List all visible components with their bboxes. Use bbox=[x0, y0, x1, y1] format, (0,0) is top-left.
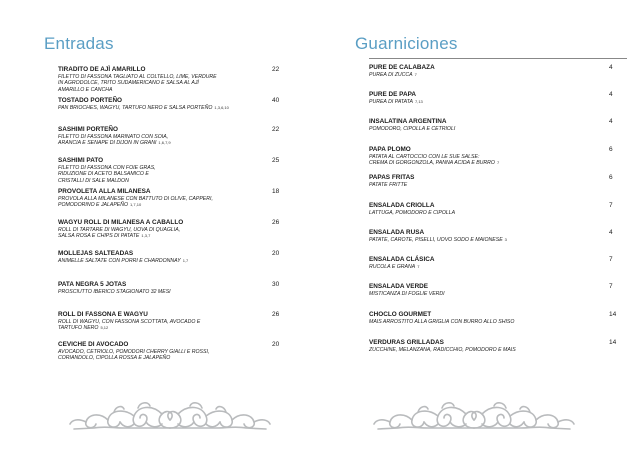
description-text: POMODORO, CIPOLLA E CETRIOLI bbox=[369, 126, 456, 132]
menu-item-price: 22 bbox=[272, 126, 280, 133]
menu-item-name: VERDURAS GRILLADAS bbox=[369, 339, 444, 346]
ornament-stroke bbox=[424, 422, 438, 427]
description-text: FILETTO DI FASSONA TAGLIATO AL COLTELLO, LIME, VERDURE bbox=[58, 74, 217, 80]
description-line bbox=[369, 264, 627, 270]
menu-item bbox=[58, 188, 298, 209]
menu-item bbox=[369, 91, 627, 105]
description-text: PATATE, CAROTE, PISELLI, UOVO SODO E MAIONESE bbox=[369, 237, 503, 243]
menu-item bbox=[58, 341, 298, 362]
menu-item bbox=[58, 97, 298, 111]
allergen-codes: 1,6,7,9 bbox=[158, 140, 171, 146]
menu-item-price: 14 bbox=[609, 311, 617, 318]
ornament-stroke bbox=[510, 411, 536, 427]
description-line bbox=[58, 105, 298, 111]
description-line bbox=[369, 237, 627, 243]
menu-item-name: CHOCLO GOURMET bbox=[369, 311, 432, 318]
menu-item-price: 18 bbox=[272, 188, 280, 195]
menu-item bbox=[369, 202, 627, 216]
allergen-codes: 7 bbox=[414, 72, 417, 77]
menu-item-name: TIRADITO DE AJÌ AMARILLO bbox=[58, 66, 146, 73]
ornament-stroke bbox=[120, 422, 134, 427]
menu-item-name: SASHIMI PATO bbox=[58, 157, 104, 164]
menu-item-name: PAPA PLOMO bbox=[369, 146, 411, 153]
description-text: AVOCADO, CETRIOLO, POMODORI CHERRY GIALLI E ROSSI, bbox=[58, 349, 210, 355]
ornament-stroke bbox=[510, 422, 524, 427]
ornament-stroke bbox=[374, 420, 390, 424]
description-line bbox=[369, 72, 627, 78]
menu-item-price: 6 bbox=[609, 174, 613, 181]
description-text: PATATA AL CARTOCCIO CON LE SUE SALSE: bbox=[369, 154, 480, 160]
menu-item bbox=[369, 174, 627, 188]
description-text: ZUCCHINE, MELANZANA, RADICCHIO, POMODORO E MAIS bbox=[369, 347, 516, 353]
menu-item-description bbox=[369, 237, 627, 243]
description-text: POMODORINO E JALAPEÑO bbox=[58, 202, 129, 209]
description-line bbox=[58, 289, 298, 295]
menu-item bbox=[58, 311, 298, 332]
allergen-codes: 5,12 bbox=[100, 325, 109, 331]
entradas-title: Entradas bbox=[44, 34, 114, 53]
menu-item bbox=[58, 281, 298, 295]
description-text: PAN BRIOCHES, WAGYU, TARTUFO NERO E SALSA PORTEÑO bbox=[58, 105, 213, 111]
description-line bbox=[369, 182, 627, 188]
ornament-stroke bbox=[412, 411, 438, 427]
allergen-codes: 1,7,10 bbox=[130, 202, 142, 208]
ornament-flourish-right bbox=[368, 398, 580, 434]
ornament-flourish-left bbox=[64, 398, 276, 434]
menu-item-price: 4 bbox=[609, 229, 613, 236]
description-text: IN AGRODOLCE, TRITO SUDAMERICANO E SALSA AL AJÌ bbox=[58, 80, 199, 87]
description-line bbox=[369, 210, 627, 216]
description-text: MISTICANZA DI FOGLIE VERDI bbox=[369, 291, 445, 297]
allergen-codes: 7,13 bbox=[415, 99, 423, 104]
description-text: AMARILLO E CANCHA bbox=[58, 86, 113, 93]
menu-item-description bbox=[58, 105, 298, 111]
allergen-codes: 1,3,7 bbox=[141, 233, 151, 239]
menu-item-description bbox=[369, 99, 627, 105]
description-text: TARTUFO NERO bbox=[58, 325, 99, 332]
menu-item-name: ROLL DI FASSONA E WAGYU bbox=[58, 311, 148, 318]
menu-item-description bbox=[369, 126, 627, 132]
menu-item-description bbox=[58, 134, 298, 147]
menu-item bbox=[58, 250, 298, 264]
menu-item-price: 7 bbox=[609, 283, 613, 290]
description-text: ROLL DI TARTARE DI WAGYU, UOVA DI QUAGLIA, bbox=[58, 227, 181, 233]
menu-item bbox=[369, 146, 627, 167]
section-divider bbox=[369, 58, 627, 59]
menu-item bbox=[58, 66, 298, 93]
menu-item-price: 4 bbox=[609, 118, 613, 125]
menu-item-name: CEVICHE DI AVOCADO bbox=[58, 341, 129, 348]
menu-item-price: 20 bbox=[272, 341, 280, 348]
menu-item-name: ENSALADA RUSA bbox=[369, 229, 425, 236]
menu-item-name: PURE DE CALABAZA bbox=[369, 64, 435, 71]
menu-item-description bbox=[58, 196, 298, 209]
description-text: FILETTO DI FASSONA CON FOIE GRAS, bbox=[58, 165, 156, 171]
menu-item-description bbox=[369, 347, 627, 353]
description-text: SALSA ROSA E CHIPS DI PATATE bbox=[58, 233, 140, 240]
menu-item bbox=[58, 126, 298, 147]
description-line bbox=[369, 319, 627, 325]
description-line bbox=[58, 140, 298, 146]
allergen-codes: 7 bbox=[496, 160, 500, 166]
description-text: LATTUGA, POMODORO E CIPOLLA bbox=[369, 210, 456, 216]
menu-item-description bbox=[369, 72, 627, 78]
ornament-stroke bbox=[254, 420, 270, 424]
menu-item bbox=[369, 229, 627, 243]
menu-item-price: 40 bbox=[272, 97, 280, 104]
menu-item bbox=[58, 157, 298, 184]
menu-item-description bbox=[58, 349, 298, 362]
description-line bbox=[58, 325, 298, 331]
ornament-stroke bbox=[206, 411, 232, 427]
menu-item-price: 7 bbox=[609, 256, 613, 263]
description-line bbox=[369, 347, 627, 353]
menu-item-price: 22 bbox=[272, 66, 280, 73]
description-line bbox=[369, 160, 627, 166]
menu-item-price: 4 bbox=[609, 64, 613, 71]
description-text: ANIMELLE SALTATE CON PORRI E CHARDONNAY bbox=[58, 258, 181, 264]
description-text: FILETTO DI FASSONA MARINATO CON SOIA, bbox=[58, 134, 169, 140]
menu-item-description bbox=[58, 165, 298, 184]
menu-item-description bbox=[58, 258, 298, 264]
description-text: RIDUZIONE DI ACETO BALSAMICO E bbox=[58, 171, 149, 178]
menu-item-price: 4 bbox=[609, 91, 613, 98]
menu-item-name: INSALATINA ARGENTINA bbox=[369, 118, 447, 125]
description-text: CREMA DI GORGONZOLA, PANNA ACIDA E BURRO bbox=[369, 160, 495, 167]
menu-item bbox=[369, 256, 627, 270]
description-text: ROLL DI WAGYU, CON FASSONA SCOTTATA, AVOCADO E bbox=[58, 319, 201, 325]
menu-item-name: ENSALADA CRIOLLA bbox=[369, 202, 435, 209]
menu-item-price: 26 bbox=[272, 219, 280, 226]
menu-item bbox=[58, 219, 298, 240]
ornament-stroke bbox=[390, 415, 412, 428]
ornament-stroke bbox=[108, 411, 134, 427]
menu-item-price: 14 bbox=[609, 339, 617, 346]
menu-item-name: ENSALADA VERDE bbox=[369, 283, 429, 290]
guarniciones-title: Guarniciones bbox=[355, 34, 458, 53]
menu-item-name: WAGYU ROLL DI MILANESA A CABALLO bbox=[58, 219, 184, 226]
menu-item-description bbox=[369, 210, 627, 216]
description-text: RUCOLA E GRANA bbox=[369, 264, 416, 270]
menu-item-name: MOLLEJAS SALTEADAS bbox=[58, 250, 134, 257]
menu-item-description bbox=[369, 154, 627, 167]
menu-item-price: 30 bbox=[272, 281, 280, 288]
menu-item bbox=[369, 64, 627, 78]
description-text: PUREA DI PATATA bbox=[369, 99, 413, 105]
menu-item-description bbox=[369, 182, 627, 188]
ornament-stroke bbox=[232, 415, 254, 428]
allergen-codes: 1,3,6,10 bbox=[214, 105, 229, 110]
menu-item-description bbox=[58, 227, 298, 240]
menu-item-price: 25 bbox=[272, 157, 280, 164]
menu-item-price: 6 bbox=[609, 146, 613, 153]
description-line bbox=[58, 87, 298, 93]
description-text: ARANCIA E SENAPE DI DIJON IN GRANI bbox=[58, 140, 157, 147]
description-text: PROVOLA ALLA MILANESE CON BATTUTO DI OLIVE, CAPPERI, bbox=[58, 196, 213, 202]
menu-item-price: 20 bbox=[272, 250, 280, 257]
menu-item bbox=[369, 339, 627, 353]
description-line bbox=[58, 202, 298, 208]
menu-item-name: PATA NEGRA 5 JOTAS bbox=[58, 281, 127, 288]
description-line bbox=[58, 355, 298, 361]
menu-item-name: PROVOLETA ALLA MILANESA bbox=[58, 188, 151, 195]
menu-item-name: ENSALADA CLÁSICA bbox=[369, 256, 435, 263]
menu-item-name: SASHIMI PORTEÑO bbox=[58, 126, 119, 133]
menu-item-price: 7 bbox=[609, 202, 613, 209]
description-line bbox=[58, 233, 298, 239]
allergen-codes: 1,7 bbox=[182, 258, 189, 263]
description-line bbox=[58, 258, 298, 264]
description-text: CRISTALLI DI SALE MALDON bbox=[58, 177, 129, 184]
ornament-stroke bbox=[86, 415, 108, 428]
menu-item-description bbox=[369, 291, 627, 297]
menu-item-description bbox=[58, 74, 298, 93]
description-line bbox=[369, 291, 627, 297]
menu-item-name: PURE DE PAPA bbox=[369, 91, 416, 98]
description-text: PROSCIUTTO IBERICO STAGIONATO 32 MESI bbox=[58, 289, 171, 295]
description-text: MAIS ARROSTITO ALLA GRIGLIA CON BURRO ALLO SHISO bbox=[369, 319, 515, 325]
ornament-stroke bbox=[206, 422, 220, 427]
menu-item bbox=[369, 118, 627, 132]
description-line bbox=[369, 126, 627, 132]
menu-item-name: TOSTADO PORTEÑO bbox=[58, 97, 123, 104]
menu-item-name: PAPAS FRITAS bbox=[369, 174, 415, 181]
menu-item-description bbox=[58, 289, 298, 295]
menu-item-price: 26 bbox=[272, 311, 280, 318]
description-text: PATATE FRITTE bbox=[369, 182, 408, 188]
ornament-stroke bbox=[536, 415, 558, 428]
menu-item-description bbox=[58, 319, 298, 332]
menu-item-description bbox=[369, 264, 627, 270]
menu-item-description bbox=[369, 319, 627, 325]
description-line bbox=[58, 178, 298, 184]
allergen-codes: 3 bbox=[504, 237, 507, 242]
description-text: CORIANDOLO, CIPOLLA ROSSA E JALAPEÑO bbox=[58, 355, 171, 362]
ornament-stroke bbox=[70, 420, 86, 424]
description-text: PUREA DI ZUCCA bbox=[369, 72, 413, 78]
allergen-codes: 7 bbox=[417, 264, 420, 269]
menu-item bbox=[369, 283, 627, 297]
description-line bbox=[369, 99, 627, 105]
ornament-stroke bbox=[558, 420, 574, 424]
menu-item bbox=[369, 311, 627, 325]
